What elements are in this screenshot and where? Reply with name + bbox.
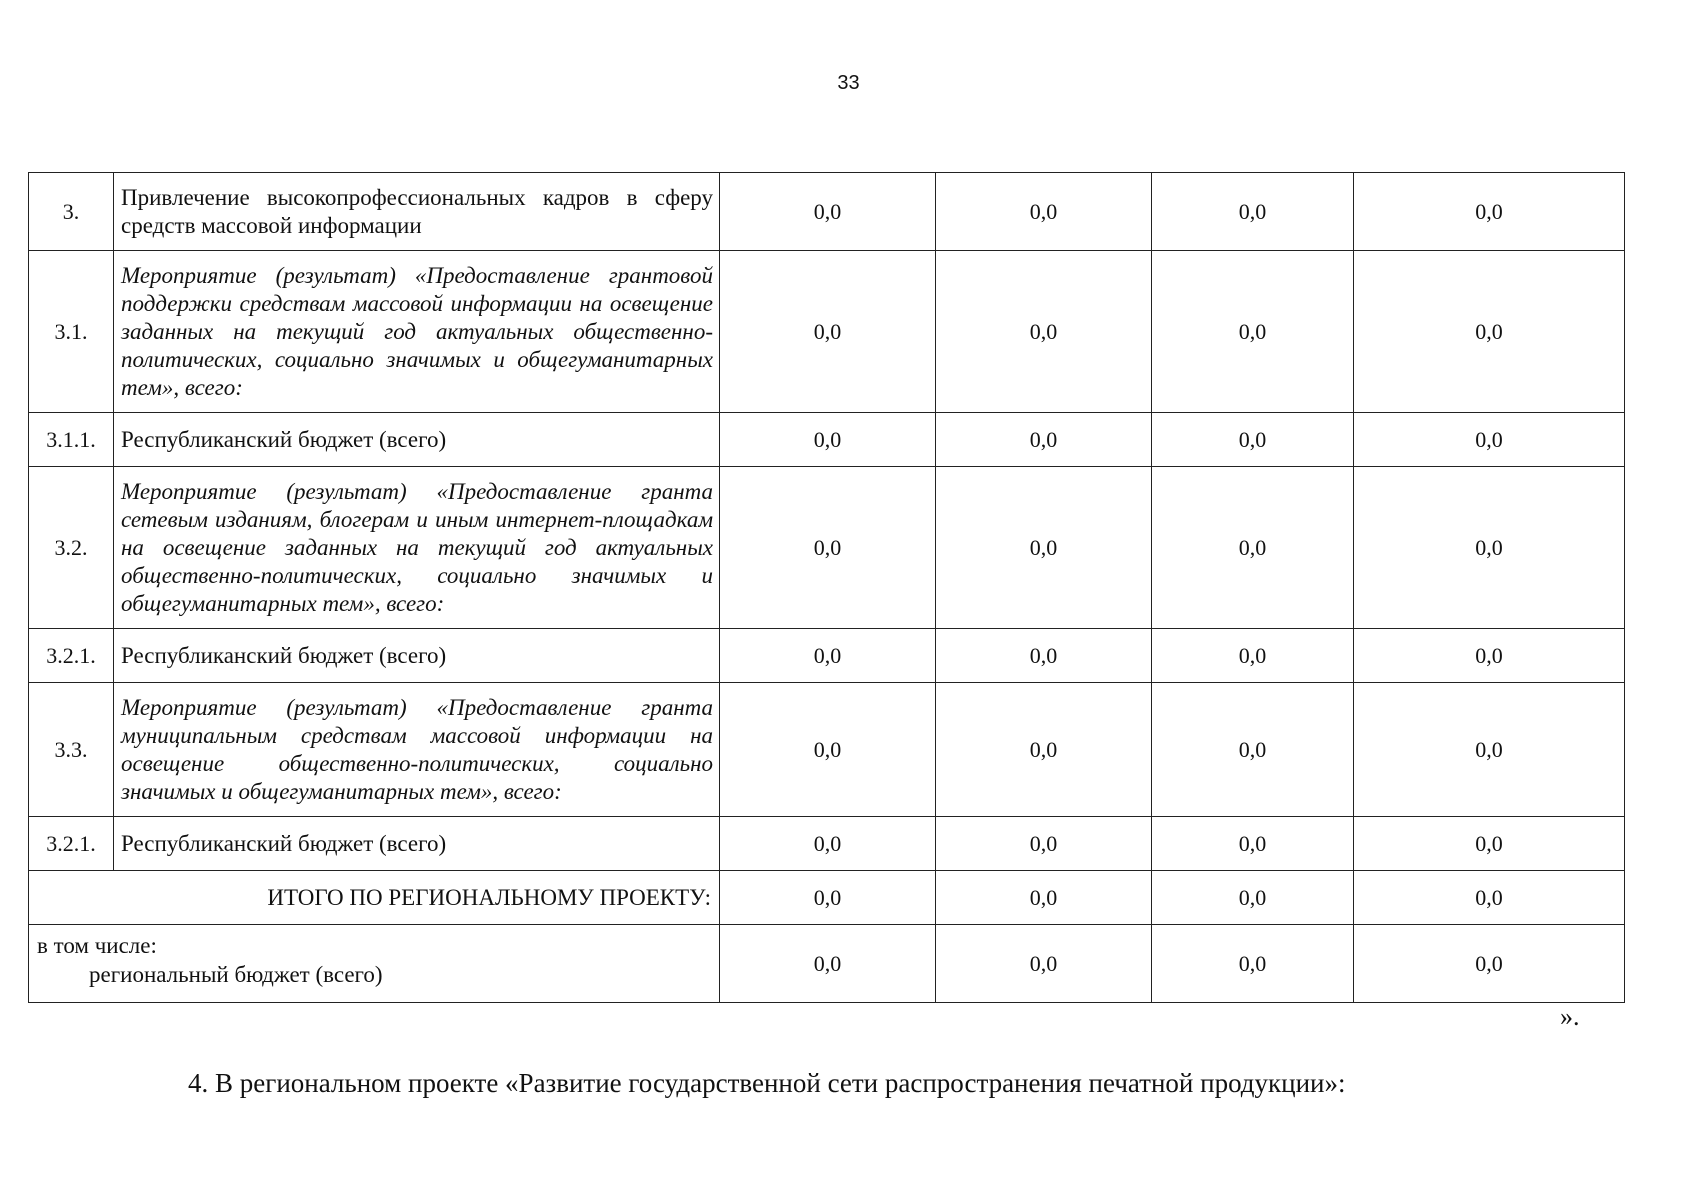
value-cell: 0,0 [720, 817, 936, 871]
including-value: 0,0 [1354, 925, 1625, 1003]
total-row [29, 871, 1625, 925]
row-name: Республиканский бюджет (всего) [114, 817, 720, 871]
row-name: Мероприятие (результат) «Предоставление грантовой поддержки средствам массовой информации на освещение заданных на текущий год актуальных общественно-политических, социально значимых и общегуманитарных тем», всего: [114, 251, 720, 413]
page-number: 33 [837, 72, 860, 94]
value-cell: 0,0 [936, 251, 1152, 413]
value-cell: 0,0 [1354, 173, 1625, 251]
value-cell: 0,0 [1152, 173, 1354, 251]
row-name: Республиканский бюджет (всего) [114, 629, 720, 683]
total-label: ИТОГО ПО РЕГИОНАЛЬНОМУ ПРОЕКТУ: [29, 871, 720, 925]
section-paragraph: 4. В региональном проекте «Развитие государственной сети распространения печатной продукции»: [188, 1068, 1346, 1098]
closing-quote-mark: ». [1560, 1002, 1580, 1031]
including-value: 0,0 [1152, 925, 1354, 1003]
row-number: 3.3. [29, 683, 114, 817]
including-sublabel: региональный бюджет (всего) [89, 962, 383, 987]
including-value: 0,0 [936, 925, 1152, 1003]
value-cell: 0,0 [1354, 817, 1625, 871]
value-cell: 0,0 [1354, 467, 1625, 629]
value-cell: 0,0 [936, 413, 1152, 467]
value-cell: 0,0 [1354, 251, 1625, 413]
including-value: 0,0 [720, 925, 936, 1003]
value-cell: 0,0 [936, 173, 1152, 251]
value-cell: 0,0 [1152, 251, 1354, 413]
row-name: Привлечение высокопрофессиональных кадров в сферу средств массовой информации [114, 173, 720, 251]
including-cell [29, 925, 720, 1003]
value-cell: 0,0 [1152, 817, 1354, 871]
value-cell: 0,0 [936, 467, 1152, 629]
including-row [29, 925, 1625, 1003]
table-row [29, 683, 1625, 817]
row-number: 3.2.1. [29, 817, 114, 871]
value-cell: 0,0 [720, 467, 936, 629]
value-cell: 0,0 [1152, 629, 1354, 683]
row-number: 3.2.1. [29, 629, 114, 683]
total-value: 0,0 [720, 871, 936, 925]
row-number: 3.1. [29, 251, 114, 413]
value-cell: 0,0 [1354, 413, 1625, 467]
value-cell: 0,0 [720, 173, 936, 251]
table-row [29, 413, 1625, 467]
value-cell: 0,0 [936, 629, 1152, 683]
budget-table [28, 172, 1625, 1003]
value-cell: 0,0 [720, 629, 936, 683]
row-number: 3. [29, 173, 114, 251]
value-cell: 0,0 [1152, 413, 1354, 467]
row-name: Мероприятие (результат) «Предоставление гранта сетевым изданиям, блогерам и иным интернет-площадкам на освещение заданных на текущий год актуальных общественно-политических, социально значимых и общегуманитарных тем», всего: [114, 467, 720, 629]
value-cell: 0,0 [936, 683, 1152, 817]
value-cell: 0,0 [720, 413, 936, 467]
value-cell: 0,0 [1152, 683, 1354, 817]
value-cell: 0,0 [1354, 683, 1625, 817]
total-value: 0,0 [936, 871, 1152, 925]
value-cell: 0,0 [936, 817, 1152, 871]
value-cell: 0,0 [1152, 467, 1354, 629]
value-cell: 0,0 [720, 683, 936, 817]
including-label: в том числе: [37, 933, 157, 958]
table-row [29, 173, 1625, 251]
row-name: Республиканский бюджет (всего) [114, 413, 720, 467]
table-row [29, 467, 1625, 629]
total-value: 0,0 [1354, 871, 1625, 925]
total-value: 0,0 [1152, 871, 1354, 925]
table-row [29, 251, 1625, 413]
row-number: 3.1.1. [29, 413, 114, 467]
value-cell: 0,0 [1354, 629, 1625, 683]
row-number: 3.2. [29, 467, 114, 629]
row-name: Мероприятие (результат) «Предоставление гранта муниципальным средствам массовой информации на освещение общественно-политических, социально значимых и общегуманитарных тем», всего: [114, 683, 720, 817]
table-row [29, 817, 1625, 871]
value-cell: 0,0 [720, 251, 936, 413]
table-row [29, 629, 1625, 683]
